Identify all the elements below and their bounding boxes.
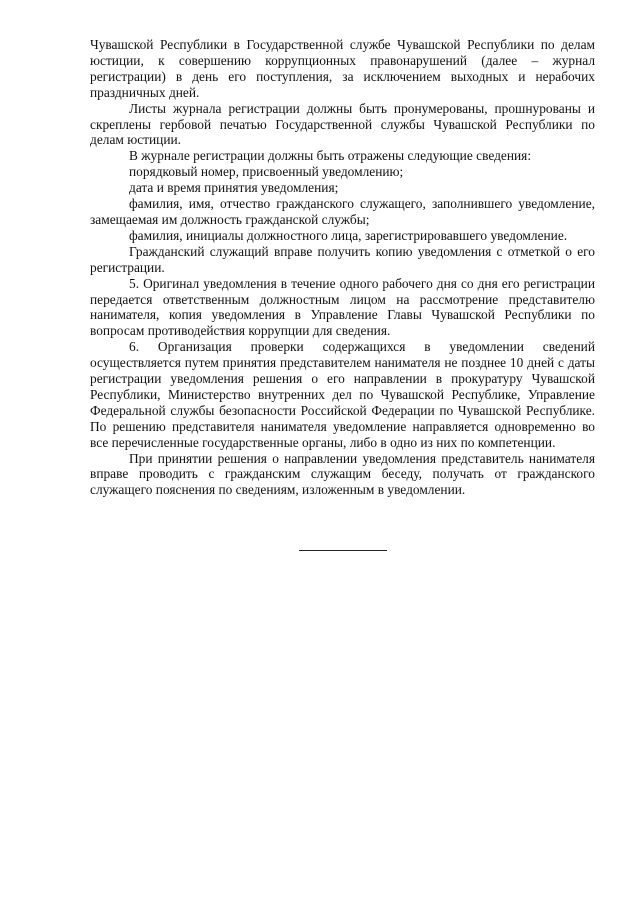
list-item-official-name: фамилия, инициалы должностного лица, зарегистрировавшего уведомление. bbox=[129, 227, 568, 243]
end-of-document-rule bbox=[299, 550, 387, 551]
list-item-date-time: дата и время принятия уведомления; bbox=[129, 180, 339, 196]
paragraph-section-5: 5. Оригинал уведомления в течение одного рабочего дня со дня его регистрации передается ответственным должностным лицом на рассмотрение представителю нанимателя, копия уведомления в Управление Главы Чувашской Республики по вопросам противодействия коррупции для сведения. bbox=[90, 275, 595, 339]
paragraph-conversation: При принятии решения о направлении уведомления представитель нанимателя вправе проводить с гражданским служащим беседу, получать от гражданского служащего пояснения по сведениям, изложенным в уведомлении. bbox=[90, 450, 595, 498]
document-body bbox=[90, 37, 595, 498]
list-item-serial-number: порядковый номер, присвоенный уведомлению; bbox=[129, 164, 404, 180]
paragraph-copy-right: Гражданский служащий вправе получить копию уведомления с отметкой о его регистрации. bbox=[90, 243, 595, 275]
paragraph-registration-journal: Чувашской Республики в Государственной службе Чувашской Республики по делам юстиции, к совершению коррупционных правонарушений (далее – журнал регистрации) в день его поступления, за исключением выходных и нерабочих праздничных дней. bbox=[90, 37, 595, 100]
paragraph-journal-sheets: Листы журнала регистрации должны быть пронумерованы, прошнурованы и скреплены гербовой печатью Государственной службы Чувашской Республики по делам юстиции. bbox=[90, 100, 595, 148]
paragraph-journal-contents: В журнале регистрации должны быть отражены следующие сведения: bbox=[129, 148, 532, 164]
paragraph-section-6: 6. Организация проверки содержащихся в уведомлении сведений осуществляется путем принятия представителем нанимателя не позднее 10 дней с даты регистрации уведомления решения о его направлении в прокуратуру Чувашской Республики, Министерство внутренних дел по Чувашской Республике, Управление Федеральной службы безопасности Российской Федерации по Чувашской Республике. По решению представителя нанимателя уведомление направляется одновременно во все перечисленные государственные органы, либо в одно из них по компетенции. bbox=[90, 339, 595, 450]
list-item-employee-name: фамилия, имя, отчество гражданского служащего, заполнившего уведомление, замещаемая им должность гражданской службы; bbox=[90, 196, 595, 227]
